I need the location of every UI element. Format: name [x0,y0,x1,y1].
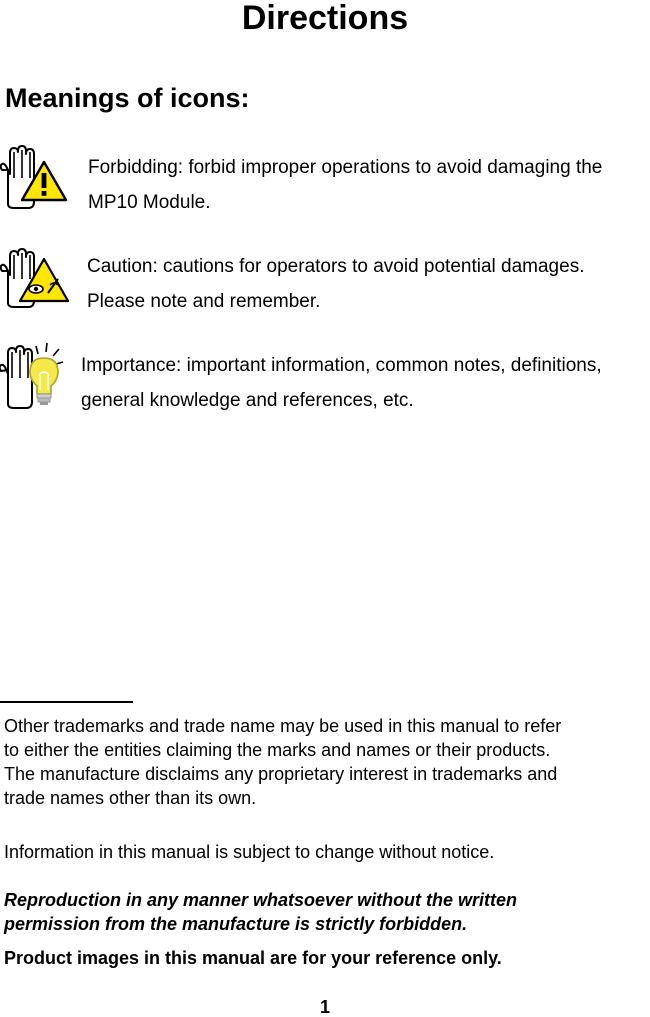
page-number: 1 [319,997,330,1017]
importance-text [81,348,602,418]
trademark-notice [4,714,650,810]
trademark-line-1: Other trademarks and trade name may be used in this manual to refer [4,716,562,736]
importance-line-2: general knowledge and references, etc. [81,390,414,411]
footnote-divider [0,701,133,703]
reproduction-notice [4,888,650,936]
forbidding-text [88,150,602,220]
importance-hand-icon [0,340,72,419]
forbidding-line-1: Forbidding: forbid improper operations to avoid damaging the [88,157,603,178]
icons-section-heading: Meanings of icons: [5,83,250,113]
forbidding-hand-icon [0,142,72,219]
importance-line-1: Importance: important information, common notes, definitions, [81,355,602,376]
trademark-line-3: The manufacture disclaims any proprietary interest in trademarks and [4,764,558,784]
caution-hand-icon [0,245,72,318]
caution-line-2: Please note and remember. [87,291,321,312]
images-notice: Product images in this manual are for your reference only. [4,948,502,968]
change-notice: Information in this manual is subject to change without notice. [4,842,495,862]
page-title: Directions [241,0,409,37]
forbidding-line-2: MP10 Module. [88,192,211,213]
trademark-line-4: trade names other than its own. [4,788,257,808]
reproduction-line-1: Reproduction in any manner whatsoever without the written [4,890,518,910]
trademark-line-2: to either the entities claiming the marks and names or their products. [4,740,551,760]
reproduction-line-2: permission from the manufacture is strictly forbidden. [4,914,468,934]
caution-text [87,249,584,319]
caution-line-1: Caution: cautions for operators to avoid potential damages. [87,256,585,277]
